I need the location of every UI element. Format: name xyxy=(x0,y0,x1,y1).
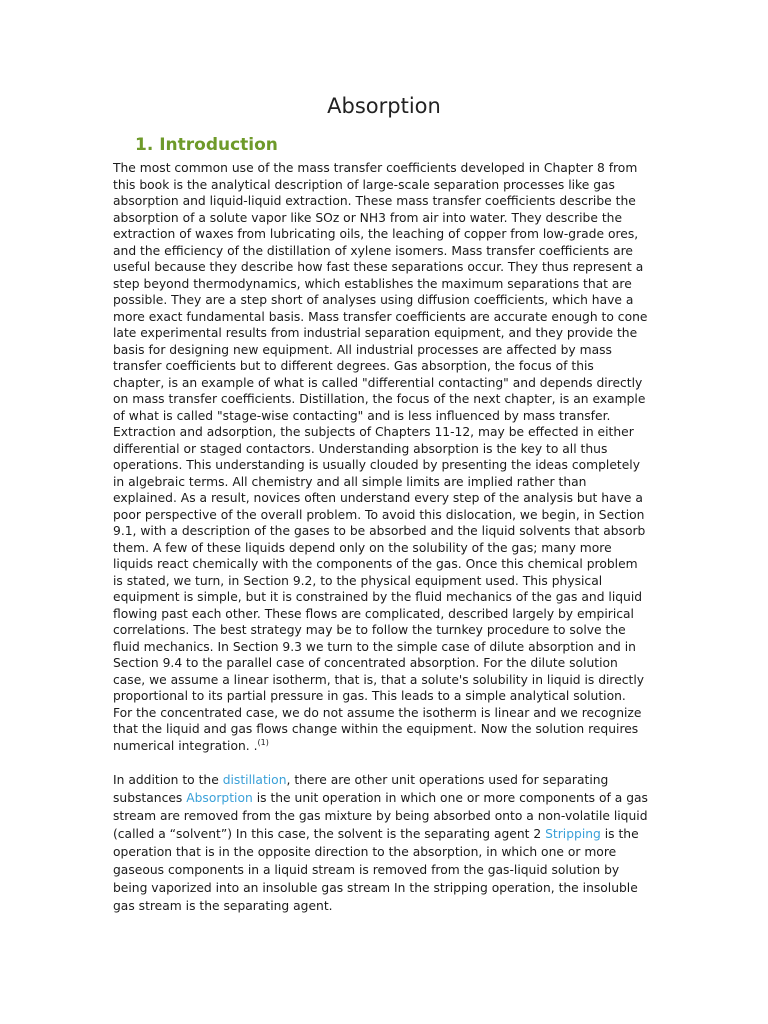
text-line: in algebraic terms. All chemistry and all simple limits are implied rather than xyxy=(113,474,587,489)
text-line: step beyond thermodynamics, which establishes the maximum separations that are xyxy=(113,276,632,291)
text-line: chapter, is an example of what is called "differential contacting" and depends directly xyxy=(113,375,643,390)
paragraph-introduction xyxy=(113,160,658,754)
text-line: Extraction and adsorption, the subjects of Chapters 11-12, may be effected in either xyxy=(113,425,634,439)
paragraph-lines xyxy=(113,160,658,738)
text-line: this book is the analytical description of large-scale separation processes like gas xyxy=(113,177,615,192)
text-line: Section 9.4 to the parallel case of concentrated absorption. For the dilute solution xyxy=(113,656,618,670)
text-line: transfer coefficients but to different degrees. Gas absorption, the focus of this xyxy=(113,359,594,373)
text-line: poor perspective of the overall problem. To avoid this dislocation, we begin, in Section xyxy=(113,507,645,522)
text-line: and the efficiency of the distillation of xylene isomers. Mass transfer coefficients are xyxy=(113,243,633,258)
text-line: stream are removed from the gas mixture by being absorbed onto a non-volatile liquid xyxy=(113,809,648,823)
text-line: equipment is simple, but it is constrained by the fluid mechanics of the gas and liquid xyxy=(113,590,643,604)
text-line: possible. They are a step short of analyses using diffusion coefficients, which have a xyxy=(113,293,634,307)
text-line: more exact fundamental basis. Mass transfer coefficients are accurate enough to cone xyxy=(113,309,648,324)
text-line: being vaporized into an insoluble gas stream In the stripping operation, the insoluble xyxy=(113,881,638,895)
text-line: absorption of a solute vapor like SOz or NH3 from air into water. They describe the xyxy=(113,210,623,225)
document-title: Absorption xyxy=(327,94,441,118)
text-line: case, we assume a linear isotherm, that is, that a solute's solubility in liquid is directly xyxy=(113,672,645,687)
text-line: fluid mechanics. In Section 9.3 we turn to the simple case of dilute absorption and in xyxy=(113,639,636,654)
text-line: gaseous components in a liquid stream is removed from the gas-liquid solution by xyxy=(113,863,620,877)
text-line: useful because they describe how fast these separations occur. They thus represent a xyxy=(113,260,644,274)
text-line: correlations. The best strategy may be to follow the turnkey procedure to solve the xyxy=(113,623,626,637)
text-line: gas stream is the separating agent. xyxy=(113,899,333,913)
text-line: liquids react chemically with the components of the gas. Once this chemical problem xyxy=(113,557,638,571)
text-line: basis for designing new equipment. All industrial processes are affected by mass xyxy=(113,342,612,357)
text-line: flowing past each other. These flows are complicated, described largely by empirical xyxy=(113,606,634,621)
link-absorption[interactable]: Absorption xyxy=(186,791,253,805)
text-line: them. A few of these liquids depend only on the solubility of the gas; many more xyxy=(113,540,612,555)
text-line: The most common use of the mass transfer coefficients developed in Chapter 8 from xyxy=(113,161,638,175)
text-line: differential or staged contactors. Understanding absorption is the key to all thus xyxy=(113,441,608,456)
text-line: on mass transfer coefficients. Distillation, the focus of the next chapter, is an example xyxy=(113,392,646,406)
text-line: substances Absorption is the unit operation in which one or more components of a gas xyxy=(113,791,648,805)
text-line: 9.1, with a description of the gases to be absorbed and the liquid solvents that absorb xyxy=(113,524,646,538)
text-line: of what is called "stage-wise contacting" and is less influenced by mass transfer. xyxy=(113,408,611,423)
text-line: For the concentrated case, we do not assume the isotherm is linear and we recognize xyxy=(113,705,642,720)
text-line: In addition to the distillation, there are other unit operations used for separating xyxy=(113,773,609,787)
paragraph-unit-operations xyxy=(113,771,658,915)
text-line: absorption and liquid-liquid extraction. These mass transfer coefficients describe the xyxy=(113,194,636,208)
text-line: proportional to its partial pressure in gas. This leads to a simple analytical solution. xyxy=(113,689,626,703)
link-distillation[interactable]: distillation xyxy=(222,773,287,787)
text-line: extraction of waxes from lubricating oils, the leaching of copper from low-grade ores, xyxy=(113,227,639,241)
paragraph-last-line: numerical integration. .$^{(1)}$ xyxy=(113,737,269,753)
link-stripping[interactable]: Stripping xyxy=(545,827,601,841)
text-line: explained. As a result, novices often understand every step of the analysis but have a xyxy=(113,491,643,505)
text-line: is stated, we turn, in Section 9.2, to the physical equipment used. This physical xyxy=(113,573,603,588)
text-line: that the liquid and gas flows change within the equipment. Now the solution requires xyxy=(113,722,639,736)
section-heading: 1. Introduction xyxy=(135,135,278,155)
text-line: operations. This understanding is usually clouded by presenting the ideas completely xyxy=(113,458,640,472)
text-line: late experimental results from industrial separation equipment, and they provide the xyxy=(113,326,638,340)
text-line: operation that is in the opposite direction to the absorption, in which one or more xyxy=(113,845,617,859)
footnote-marker: (1) xyxy=(257,737,269,747)
text-line: (called a “solvent”) In this case, the solvent is the separating agent 2 Stripping is the xyxy=(113,827,639,841)
